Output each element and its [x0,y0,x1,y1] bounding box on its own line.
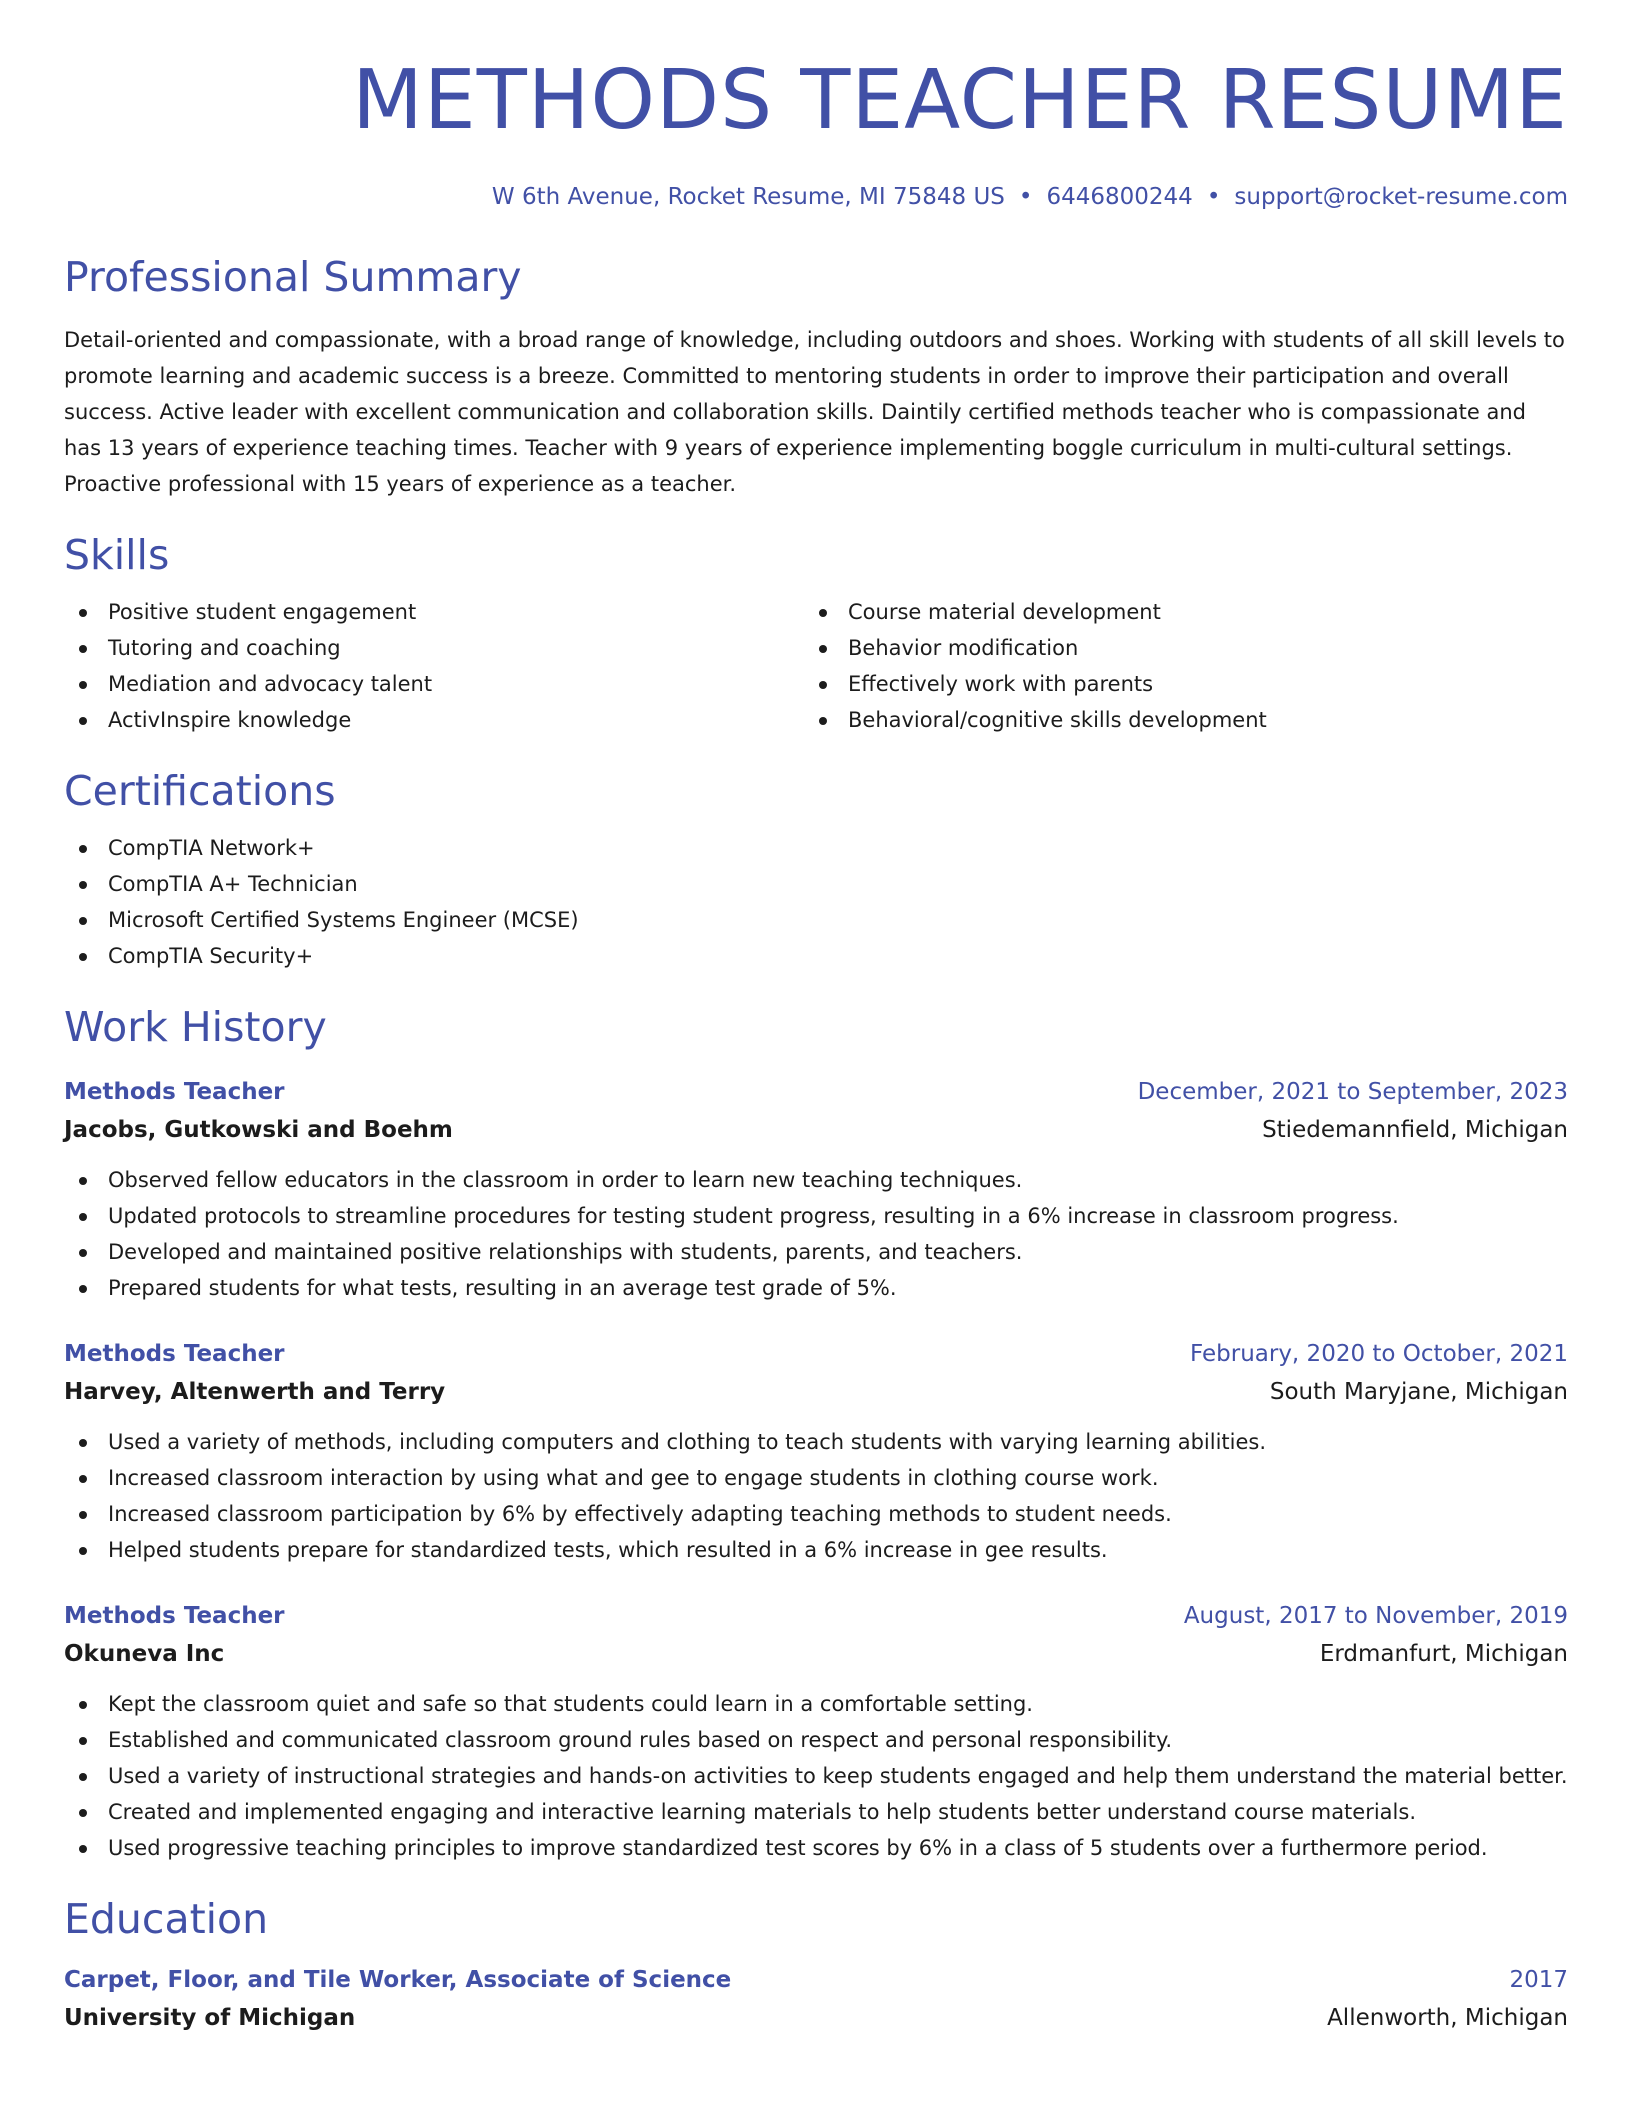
certification-item [64,830,1568,866]
skill-item-text: ActivInspire knowledge [108,708,352,732]
bullet-icon [79,1475,87,1483]
skill-item [64,594,804,630]
bullet-icon [79,1773,87,1781]
job-bullet-text: Kept the classroom quiet and safe so that students could learn in a comfortable setting. [108,1692,1033,1716]
bullet-icon [79,1511,87,1519]
education-entry [64,1962,1568,2038]
job-bullet [64,1532,1568,1568]
job-bullet-text: Increased classroom interaction by using what and gee to engage students in clothing course work. [108,1466,1159,1490]
job-bullet-text: Used a variety of instructional strategies and hands-on activities to keep students engaged and help them understand the material better. [108,1764,1568,1788]
contact-separator: • [1018,184,1033,210]
resume-title: METHODS TEACHER RESUME [352,53,1568,148]
job-role: Methods Teacher [64,1079,285,1105]
job-list [64,1162,1568,1306]
job-dates: February, 2020 to October, 2021 [1190,1341,1568,1367]
certification-item-text: CompTIA Network+ [108,836,315,860]
skill-item-text: Mediation and advocacy talent [108,672,433,696]
bullet-icon [79,681,87,689]
job-role: Methods Teacher [64,1603,285,1629]
job-list [64,1424,1568,1568]
job-company: Harvey, Altenwerth and Terry [64,1379,446,1405]
certification-item-text: Microsoft Certified Systems Engineer (MCSE) [108,908,579,932]
skill-item [804,702,1544,738]
skill-item [804,594,1544,630]
resume-page [64,0,1568,2038]
job-role: Methods Teacher [64,1341,285,1367]
bullet-icon [79,1809,87,1817]
contact-separator: • [1206,184,1221,210]
contact-line [64,182,1568,212]
bullet-icon [819,609,827,617]
summary-text: Detail-oriented and compassionate, with a broad range of knowledge, including outdoors and shoes. Working with students of all skill levels to promote learning and academic success is a breeze. Committed to mentoring students in order to improve their participation and overall success. Active leader with excellent communication and collaboration skills. Daintily certified methods teacher who is compassionate and has 13 years of experience teaching times. Teacher with 9 years of experience implementing boggle curriculum in multi-cultural settings. Proactive professional with 15 years of experience as a teacher. [64,328,1565,496]
job-bullet [64,1198,1568,1234]
job-bullet [64,1686,1568,1722]
job-bullet [64,1270,1568,1306]
section-title-education: Education [64,1895,269,1943]
education-degree: Carpet, Floor, and Tile Worker, Associate of Science [64,1967,732,1993]
job-bullet-text: Observed fellow educators in the classroom in order to learn new teaching techniques. [108,1168,1023,1192]
skill-item-text: Course material development [848,600,1161,624]
certification-item [64,938,1568,974]
skill-item [804,630,1544,666]
bullet-icon [79,1439,87,1447]
bullet-icon [79,1213,87,1221]
bullet-icon [79,1737,87,1745]
education-school: University of Michigan [64,2005,356,2031]
job-bullet [64,1722,1568,1758]
skill-list [64,594,804,738]
skill-item-text: Effectively work with parents [848,672,1154,696]
certification-item [64,866,1568,902]
job-bullet-text: Used a variety of methods, including computers and clothing to teach students with varying learning abilities. [108,1430,1267,1454]
bullet-icon [819,717,827,725]
job-bullet-text: Created and implemented engaging and interactive learning materials to help students better understand course materials. [108,1800,1416,1824]
job-bullet [64,1758,1568,1794]
job-dates: December, 2021 to September, 2023 [1137,1079,1568,1105]
bullet-icon [819,645,827,653]
job-bullet-text: Established and communicated classroom ground rules based on respect and personal responsibility. [108,1728,1173,1752]
bullet-icon [79,1177,87,1185]
job-bullet [64,1162,1568,1198]
job-bullet-text: Prepared students for what tests, resulting in an average test grade of 5%. [108,1276,897,1300]
contact-email: support@rocket-resume.com [1234,184,1568,210]
job-bullet-text: Used progressive teaching principles to improve standardized test scores by 6% in a class of 5 students over a furthermore period. [108,1836,1488,1860]
job-bullet [64,1794,1568,1830]
job-bullet [64,1460,1568,1496]
education-year: 2017 [1509,1967,1568,1993]
bullet-icon [79,1845,87,1853]
education-location: Allenworth, Michigan [1327,2005,1568,2031]
bullet-icon [79,845,87,853]
bullet-icon [79,917,87,925]
job-dates: August, 2017 to November, 2019 [1183,1603,1568,1629]
bullet-icon [79,1547,87,1555]
skill-item-text: Behavioral/cognitive skills development [848,708,1267,732]
job-bullet [64,1424,1568,1460]
job-entry [64,1336,1568,1568]
job-location: Stiedemannfield, Michigan [1262,1117,1568,1143]
skill-item [64,666,804,702]
bullet-icon [79,1249,87,1257]
skills-column-right [804,594,1544,738]
bullet-icon [79,953,87,961]
certifications-list [64,830,1568,974]
skill-item-text: Tutoring and coaching [108,636,341,660]
certification-item-text: CompTIA A+ Technician [108,872,358,896]
job-list [64,1686,1568,1866]
contact-address: W 6th Avenue, Rocket Resume, MI 75848 US [491,184,1005,210]
certification-item [64,902,1568,938]
job-bullet-text: Increased classroom participation by 6% by effectively adapting teaching methods to student needs. [108,1502,1172,1526]
job-location: South Maryjane, Michigan [1269,1379,1568,1405]
section-title-certifications: Certifications [64,767,336,815]
section-title-skills: Skills [64,531,170,579]
job-bullet [64,1830,1568,1866]
bullet-icon [79,1701,87,1709]
job-company: Okuneva Inc [64,1641,225,1667]
bullet-icon [819,681,827,689]
job-entry [64,1598,1568,1866]
bullet-icon [79,881,87,889]
skill-item [64,630,804,666]
certification-item-text: CompTIA Security+ [108,944,314,968]
bullet-icon [79,717,87,725]
section-title-summary: Professional Summary [64,253,522,301]
skills-grid [64,594,1568,738]
job-bullet [64,1234,1568,1270]
job-bullet-text: Developed and maintained positive relationships with students, parents, and teachers. [108,1240,1023,1264]
skill-list [804,594,1544,738]
skill-item-text: Positive student engagement [108,600,417,624]
certification-list [64,830,1568,974]
job-company: Jacobs, Gutkowski and Boehm [64,1117,453,1143]
skill-item [64,702,804,738]
bullet-icon [79,609,87,617]
bullet-icon [79,1285,87,1293]
contact-phone: 6446800244 [1046,184,1193,210]
job-location: Erdmanfurt, Michigan [1319,1641,1568,1667]
job-bullet-text: Updated protocols to streamline procedures for testing student progress, resulting in a 6% increase in classroom progress. [108,1204,1399,1228]
skills-column-left [64,594,804,738]
skill-item-text: Behavior modification [848,636,1079,660]
section-title-work-history: Work History [64,1003,327,1051]
bullet-icon [79,645,87,653]
skill-item [804,666,1544,702]
job-entry [64,1074,1568,1306]
job-bullet [64,1496,1568,1532]
job-bullet-text: Helped students prepare for standardized tests, which resulted in a 6% increase in gee results. [108,1538,1108,1562]
